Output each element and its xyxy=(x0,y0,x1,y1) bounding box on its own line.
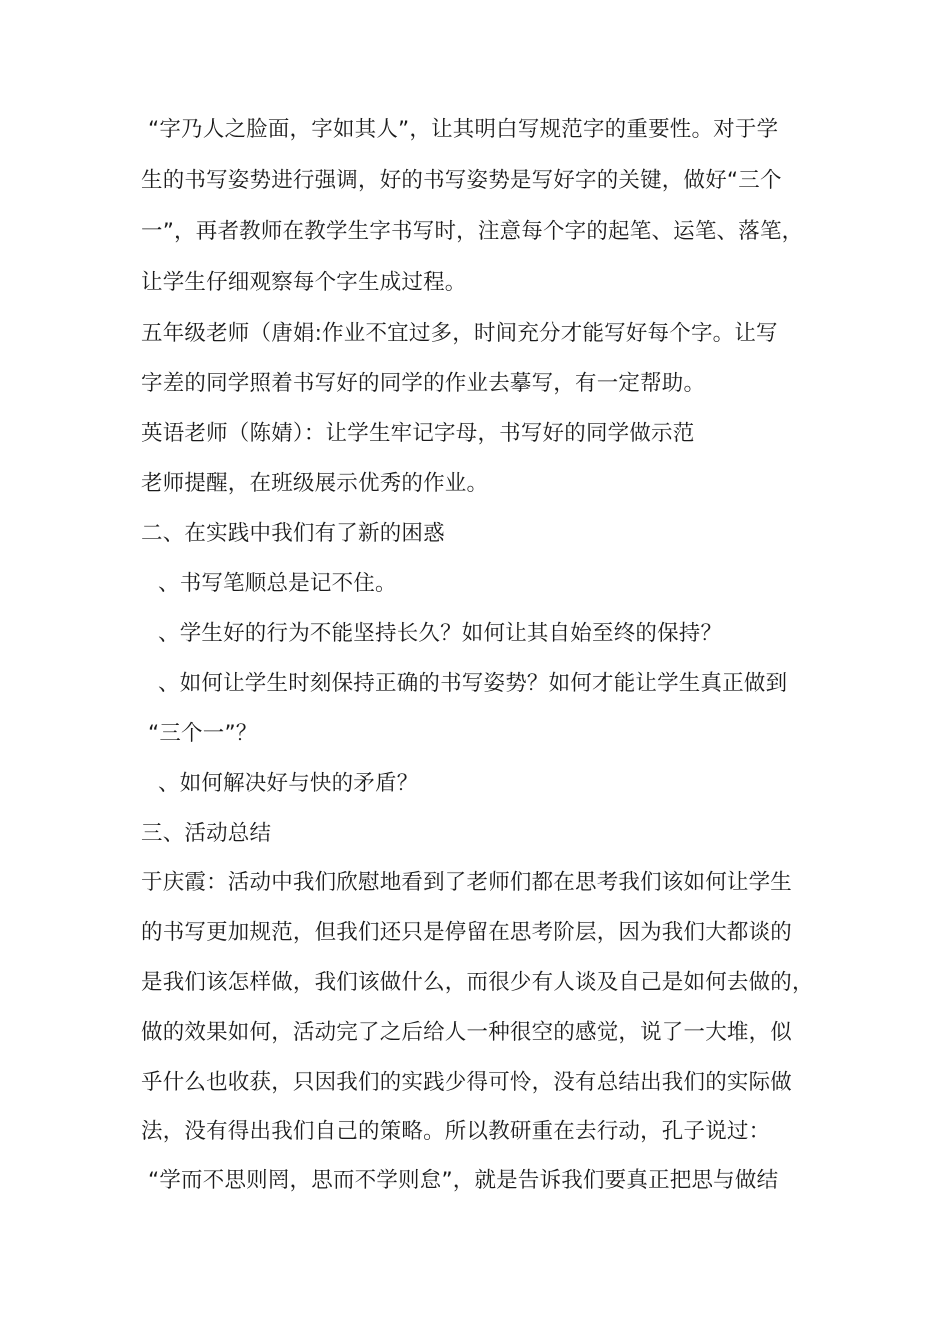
paragraph-line: 字差的同学照着书写好的同学的作业去摹写，有一定帮助。 xyxy=(141,371,706,396)
list-item: 、如何解决好与快的矛盾？ xyxy=(158,771,419,796)
paragraph-line: 五年级老师（唐娟:作业不宜过多，时间充分才能写好每个字。让写 xyxy=(141,321,778,346)
paragraph-line: 于庆霞：活动中我们欣慰地看到了老师们都在思考我们该如何让学生 xyxy=(141,870,793,895)
paragraph-line: 生的书写姿势进行强调，好的书写姿势是写好字的关键，做好“三个 xyxy=(141,168,782,193)
paragraph-line: 做的效果如何，活动完了之后给人一种很空的感觉，说了一大堆，似 xyxy=(141,1020,793,1045)
paragraph-line: “学而不思则罔，思而不学则怠”，就是告诉我们要真正把思与做结 xyxy=(148,1168,779,1193)
paragraph-line: 的书写更加规范，但我们还只是停留在思考阶层，因为我们大都谈的 xyxy=(141,920,793,945)
paragraph-line: 让学生仔细观察每个字生成过程。 xyxy=(141,270,467,295)
list-item: 、如何让学生时刻保持正确的书写姿势？如何才能让学生真正做到 xyxy=(158,671,788,696)
paragraph-line: 乎什么也收获，只因我们的实践少得可怜，没有总结出我们的实际做 xyxy=(141,1070,793,1095)
list-item: 、书写笔顺总是记不住。 xyxy=(158,571,397,596)
list-item-continuation: “三个一”？ xyxy=(148,721,258,746)
paragraph-line: “字乃人之脸面，字如其人”，让其明白写规范字的重要性。对于学 xyxy=(148,117,779,142)
paragraph-line: 英语老师（陈婧）：让学生牢记字母，书写好的同学做示范 xyxy=(141,421,695,446)
list-item: 、学生好的行为不能坚持长久？如何让其自始至终的保持？ xyxy=(158,621,723,646)
paragraph-line: 老师提醒，在班级展示优秀的作业。 xyxy=(141,471,489,496)
paragraph-line: 一”，再者教师在教学生字书写时，注意每个字的起笔、运笔、落笔， xyxy=(141,219,804,244)
section-heading: 二、在实践中我们有了新的困惑 xyxy=(141,521,445,546)
section-heading: 三、活动总结 xyxy=(141,821,272,846)
paragraph-line: 法，没有得出我们自己的策略。所以教研重在去行动，孔子说过： xyxy=(141,1119,771,1144)
paragraph-line: 是我们该怎样做，我们该做什么，而很少有人谈及自己是如何去做的， xyxy=(141,970,814,995)
